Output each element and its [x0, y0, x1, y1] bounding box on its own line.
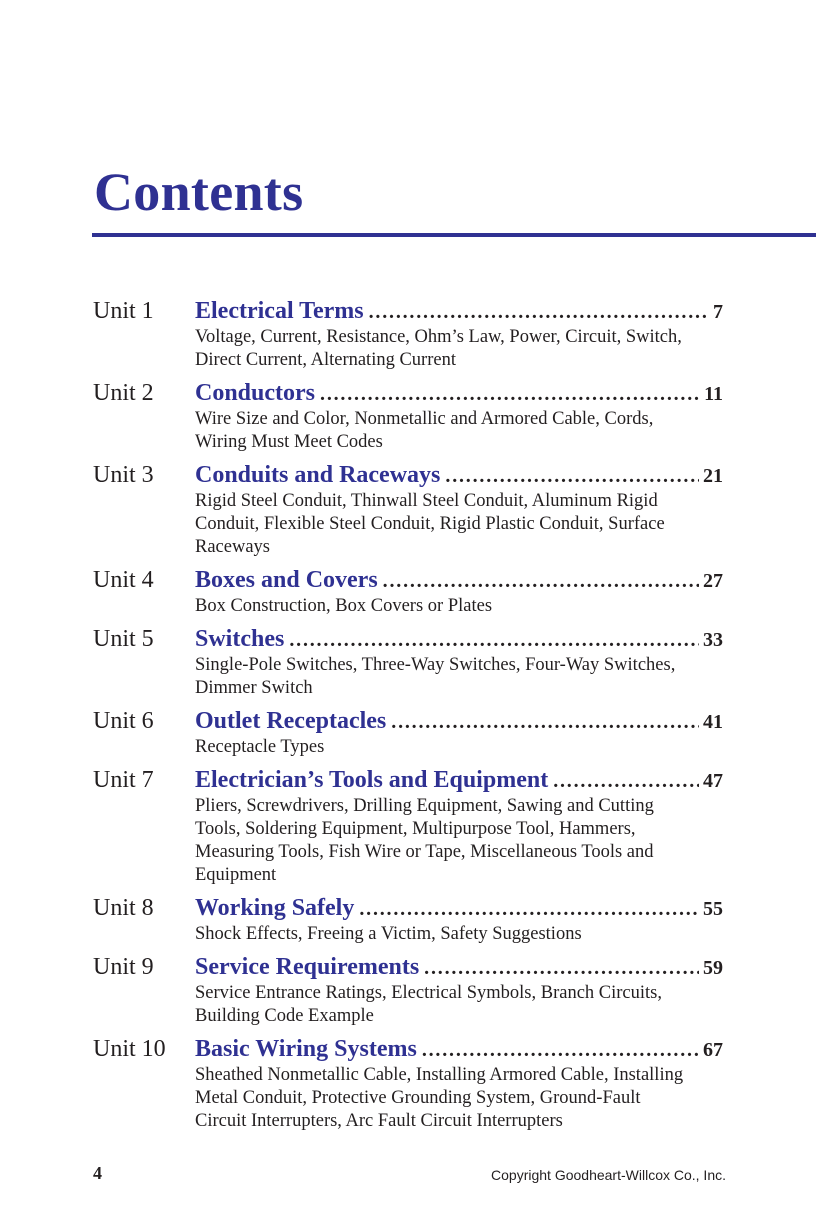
unit-title-link[interactable]: Working Safely	[195, 895, 355, 921]
toc-entry[interactable]	[0, 952, 816, 1028]
unit-label: Unit 6	[93, 708, 154, 734]
dot-leader	[369, 297, 709, 327]
toc-entry[interactable]	[0, 565, 816, 618]
dot-leader	[359, 894, 699, 924]
toc-entry[interactable]	[0, 1034, 816, 1133]
unit-topics: Single-Pole Switches, Three-Way Switches, Four-Way Switches, Dimmer Switch	[195, 655, 676, 698]
dot-leader	[383, 566, 699, 596]
toc-entry[interactable]	[0, 460, 816, 559]
toc-entry[interactable]	[0, 296, 816, 372]
unit-label: Unit 3	[93, 462, 154, 488]
unit-topics: Receptacle Types	[195, 737, 325, 757]
unit-topics: Service Entrance Ratings, Electrical Symbols, Branch Circuits, Building Code Example	[195, 983, 662, 1026]
unit-label: Unit 1	[93, 298, 154, 324]
page-number[interactable]: 7	[713, 301, 723, 323]
unit-label: Unit 2	[93, 380, 154, 406]
unit-label: Unit 10	[93, 1036, 166, 1062]
title-rule	[92, 233, 816, 237]
page-number[interactable]: 47	[703, 770, 723, 792]
page-title: Contents	[94, 162, 304, 222]
unit-topics: Voltage, Current, Resistance, Ohm’s Law, Power, Circuit, Switch, Direct Current, Alternating Current	[195, 327, 682, 370]
unit-topics: Pliers, Screwdrivers, Drilling Equipment, Sawing and Cutting Tools, Soldering Equipment, Multipurpose Tool, Hammers, Measuring Tools, Fish Wire or Tape, Miscellaneous Tools and Equipment	[195, 796, 654, 885]
toc-entry[interactable]	[0, 624, 816, 700]
page-number[interactable]: 55	[703, 898, 723, 920]
unit-topics: Box Construction, Box Covers or Plates	[195, 596, 493, 616]
unit-topics: Sheathed Nonmetallic Cable, Installing Armored Cable, Installing Metal Conduit, Protective Grounding System, Ground-Fault Circuit Interrupters, Arc Fault Circuit Interrupters	[195, 1065, 684, 1131]
unit-title-link[interactable]: Outlet Receptacles	[195, 708, 387, 734]
unit-title-link[interactable]: Service Requirements	[195, 954, 420, 980]
toc-entry[interactable]	[0, 378, 816, 454]
unit-topics: Wire Size and Color, Nonmetallic and Armored Cable, Cords, Wiring Must Meet Codes	[195, 409, 654, 452]
unit-title-link[interactable]: Basic Wiring Systems	[195, 1036, 417, 1062]
page-number[interactable]: 41	[703, 711, 723, 733]
dot-leader	[320, 379, 700, 409]
toc-entry[interactable]	[0, 706, 816, 759]
dot-leader	[424, 953, 699, 983]
dot-leader	[445, 461, 699, 491]
unit-topics: Shock Effects, Freeing a Victim, Safety Suggestions	[195, 924, 582, 944]
unit-title-link[interactable]: Conduits and Raceways	[195, 462, 441, 488]
unit-label: Unit 4	[93, 567, 154, 593]
toc-entry[interactable]	[0, 893, 816, 946]
dot-leader	[391, 707, 699, 737]
unit-title-link[interactable]: Conductors	[195, 380, 316, 406]
folio-page-number: 4	[93, 1163, 102, 1183]
unit-label: Unit 5	[93, 626, 154, 652]
table-of-contents	[0, 296, 816, 1139]
unit-title-link[interactable]: Boxes and Covers	[195, 567, 378, 593]
unit-label: Unit 7	[93, 767, 154, 793]
unit-title-link[interactable]: Switches	[195, 626, 285, 652]
page-number[interactable]: 21	[703, 465, 723, 487]
page-number[interactable]: 33	[703, 629, 723, 651]
dot-leader	[289, 625, 699, 655]
unit-label: Unit 9	[93, 954, 154, 980]
unit-topics: Rigid Steel Conduit, Thinwall Steel Conduit, Aluminum Rigid Conduit, Flexible Steel Conduit, Rigid Plastic Conduit, Surface Raceways	[195, 491, 665, 557]
toc-entry[interactable]	[0, 765, 816, 887]
page-number[interactable]: 67	[703, 1039, 723, 1061]
page-number[interactable]: 59	[703, 957, 723, 979]
page-number[interactable]: 27	[703, 570, 723, 592]
dot-leader	[553, 766, 699, 796]
dot-leader	[422, 1035, 699, 1065]
copyright-notice: Copyright Goodheart-Willcox Co., Inc.	[491, 1167, 726, 1183]
unit-title-link[interactable]: Electrical Terms	[195, 298, 364, 324]
unit-label: Unit 8	[93, 895, 154, 921]
unit-title-link[interactable]: Electrician’s Tools and Equipment	[195, 767, 549, 793]
page-number[interactable]: 11	[704, 383, 723, 405]
